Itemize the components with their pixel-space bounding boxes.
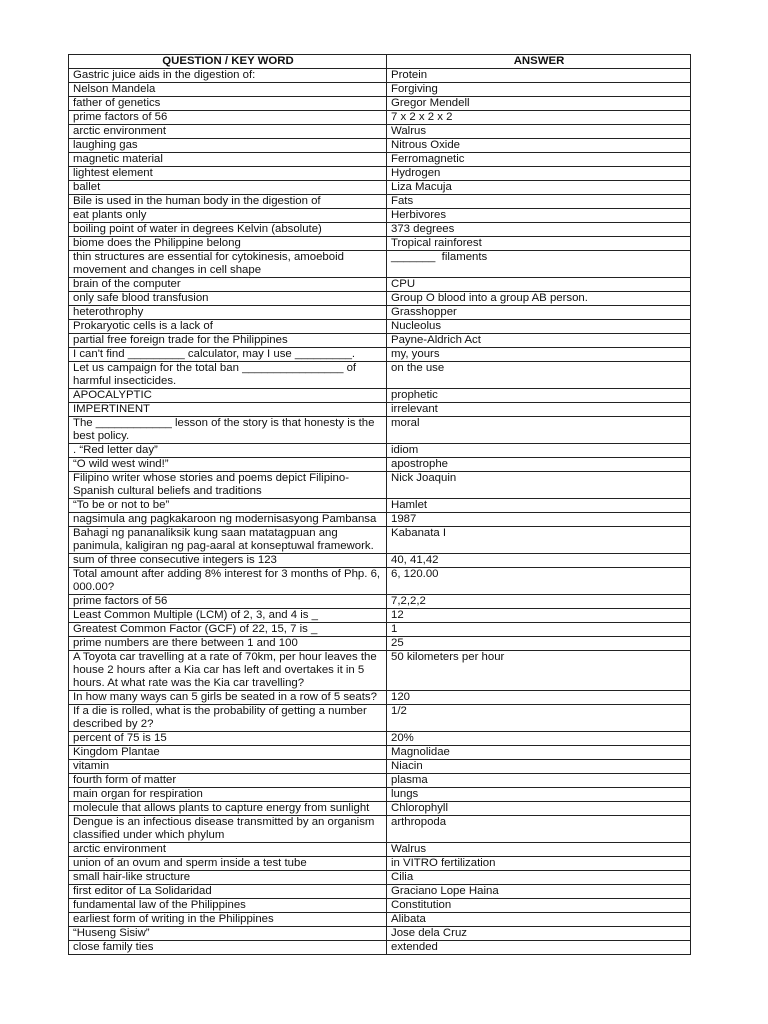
question-cell: molecule that allows plants to capture energy from sunlight <box>69 802 387 816</box>
answer-cell: idiom <box>387 444 691 458</box>
question-cell: percent of 75 is 15 <box>69 732 387 746</box>
table-row <box>69 691 691 705</box>
table-row <box>69 554 691 568</box>
answer-cell: Jose dela Cruz <box>387 927 691 941</box>
table-row <box>69 389 691 403</box>
question-cell: The ____________ lesson of the story is that honesty is the best policy. <box>69 417 387 444</box>
answer-cell: my, yours <box>387 348 691 362</box>
table-row <box>69 802 691 816</box>
answer-cell: irrelevant <box>387 403 691 417</box>
table-row <box>69 499 691 513</box>
table-row <box>69 417 691 444</box>
table-row <box>69 83 691 97</box>
answer-cell: Walrus <box>387 843 691 857</box>
answer-cell: arthropoda <box>387 816 691 843</box>
question-cell: magnetic material <box>69 153 387 167</box>
answer-cell: 7,2,2,2 <box>387 595 691 609</box>
question-cell: arctic environment <box>69 125 387 139</box>
question-cell: Gastric juice aids in the digestion of: <box>69 69 387 83</box>
question-cell: “Huseng Sisiw” <box>69 927 387 941</box>
answer-cell: Magnolidae <box>387 746 691 760</box>
answer-cell: Fats <box>387 195 691 209</box>
answer-cell: Nick Joaquin <box>387 472 691 499</box>
question-cell: Greatest Common Factor (GCF) of 22, 15, 7 is _ <box>69 623 387 637</box>
question-cell: close family ties <box>69 941 387 955</box>
answer-cell: plasma <box>387 774 691 788</box>
table-row <box>69 732 691 746</box>
table-row <box>69 278 691 292</box>
table-row <box>69 348 691 362</box>
question-cell: prime factors of 56 <box>69 595 387 609</box>
answer-cell: 120 <box>387 691 691 705</box>
question-cell: biome does the Philippine belong <box>69 237 387 251</box>
question-cell: fourth form of matter <box>69 774 387 788</box>
question-cell: small hair-like structure <box>69 871 387 885</box>
question-cell: partial free foreign trade for the Philippines <box>69 334 387 348</box>
question-cell: Prokaryotic cells is a lack of <box>69 320 387 334</box>
question-cell: nagsimula ang pagkakaroon ng modernisasyong Pambansa <box>69 513 387 527</box>
answer-cell: Nucleolus <box>387 320 691 334</box>
answer-cell: Alibata <box>387 913 691 927</box>
table-row <box>69 609 691 623</box>
answer-cell: Liza Macuja <box>387 181 691 195</box>
table-header-row <box>69 55 691 69</box>
answer-cell: Chlorophyll <box>387 802 691 816</box>
answer-cell: 1987 <box>387 513 691 527</box>
question-cell: boiling point of water in degrees Kelvin (absolute) <box>69 223 387 237</box>
question-cell: earliest form of writing in the Philippines <box>69 913 387 927</box>
answer-cell: Herbivores <box>387 209 691 223</box>
answer-cell: Kabanata I <box>387 527 691 554</box>
answer-cell: 1/2 <box>387 705 691 732</box>
table-row <box>69 223 691 237</box>
answer-cell: Constitution <box>387 899 691 913</box>
table-row <box>69 306 691 320</box>
question-cell: laughing gas <box>69 139 387 153</box>
question-cell: only safe blood transfusion <box>69 292 387 306</box>
table-row <box>69 472 691 499</box>
answer-cell: 1 <box>387 623 691 637</box>
answer-cell: 12 <box>387 609 691 623</box>
table-row <box>69 458 691 472</box>
table-row <box>69 111 691 125</box>
question-cell: A Toyota car travelling at a rate of 70km, per hour leaves the house 2 hours after a Kia car has left and overtakes it in 5 hours. At what rate was the Kia car travelling? <box>69 651 387 691</box>
table-row <box>69 153 691 167</box>
question-cell: Bile is used in the human body in the digestion of <box>69 195 387 209</box>
table-row <box>69 885 691 899</box>
answer-cell: 6, 120.00 <box>387 568 691 595</box>
table-row <box>69 774 691 788</box>
answer-cell: apostrophe <box>387 458 691 472</box>
question-cell: I can't find _________ calculator, may I use _________. <box>69 348 387 362</box>
answer-cell: prophetic <box>387 389 691 403</box>
table-body <box>69 69 691 955</box>
table-row <box>69 941 691 955</box>
table-row <box>69 334 691 348</box>
answer-cell: Group O blood into a group AB person. <box>387 292 691 306</box>
question-cell: first editor of La Solidaridad <box>69 885 387 899</box>
answer-cell: CPU <box>387 278 691 292</box>
table-row <box>69 97 691 111</box>
table-row <box>69 568 691 595</box>
question-cell: prime factors of 56 <box>69 111 387 125</box>
answer-cell: Hamlet <box>387 499 691 513</box>
answer-cell: Walrus <box>387 125 691 139</box>
table-row <box>69 927 691 941</box>
answer-column-header: ANSWER <box>387 55 691 69</box>
question-cell: Kingdom Plantae <box>69 746 387 760</box>
answer-cell: Grasshopper <box>387 306 691 320</box>
question-cell: Dengue is an infectious disease transmitted by an organism classified under which phylum <box>69 816 387 843</box>
answer-cell: Protein <box>387 69 691 83</box>
table-row <box>69 139 691 153</box>
answer-cell: on the use <box>387 362 691 389</box>
table-row <box>69 899 691 913</box>
question-cell: Filipino writer whose stories and poems depict Filipino-Spanish cultural beliefs and traditions <box>69 472 387 499</box>
table-row <box>69 527 691 554</box>
table-row <box>69 444 691 458</box>
question-cell: Bahagi ng pananaliksik kung saan matatagpuan ang panimula, kaligiran ng pag-aaral at konseptuwal framework. <box>69 527 387 554</box>
table-row <box>69 513 691 527</box>
answer-cell: Niacin <box>387 760 691 774</box>
answer-cell: lungs <box>387 788 691 802</box>
question-cell: arctic environment <box>69 843 387 857</box>
question-cell: union of an ovum and sperm inside a test tube <box>69 857 387 871</box>
answer-cell: Ferromagnetic <box>387 153 691 167</box>
question-cell: Nelson Mandela <box>69 83 387 97</box>
answer-cell: Cilia <box>387 871 691 885</box>
answer-cell: Hydrogen <box>387 167 691 181</box>
question-cell: In how many ways can 5 girls be seated in a row of 5 seats? <box>69 691 387 705</box>
answer-cell: in VITRO fertilization <box>387 857 691 871</box>
answer-cell: Gregor Mendell <box>387 97 691 111</box>
question-cell: “O wild west wind!” <box>69 458 387 472</box>
question-cell: “To be or not to be” <box>69 499 387 513</box>
question-cell: vitamin <box>69 760 387 774</box>
answer-cell: Payne-Aldrich Act <box>387 334 691 348</box>
answer-cell: 373 degrees <box>387 223 691 237</box>
table-row <box>69 857 691 871</box>
table-row <box>69 209 691 223</box>
table-row <box>69 195 691 209</box>
question-cell: If a die is rolled, what is the probability of getting a number described by 2? <box>69 705 387 732</box>
table-row <box>69 292 691 306</box>
question-cell: eat plants only <box>69 209 387 223</box>
table-row <box>69 595 691 609</box>
question-cell: . “Red letter day” <box>69 444 387 458</box>
table-row <box>69 623 691 637</box>
table-row <box>69 403 691 417</box>
question-cell: sum of three consecutive integers is 123 <box>69 554 387 568</box>
answer-cell: Forgiving <box>387 83 691 97</box>
answer-cell: extended <box>387 941 691 955</box>
table-row <box>69 871 691 885</box>
answer-cell: 50 kilometers per hour <box>387 651 691 691</box>
answer-cell: 7 x 2 x 2 x 2 <box>387 111 691 125</box>
table-row <box>69 705 691 732</box>
table-row <box>69 746 691 760</box>
answer-cell: 25 <box>387 637 691 651</box>
table-row <box>69 651 691 691</box>
answer-cell: Tropical rainforest <box>387 237 691 251</box>
question-cell: IMPERTINENT <box>69 403 387 417</box>
question-cell: Total amount after adding 8% interest for 3 months of Php. 6, 000.00? <box>69 568 387 595</box>
question-answer-table <box>68 54 691 955</box>
table-row <box>69 362 691 389</box>
table-row <box>69 237 691 251</box>
question-cell: thin structures are essential for cytokinesis, amoeboid movement and changes in cell shape <box>69 251 387 278</box>
answer-cell: 40, 41,42 <box>387 554 691 568</box>
question-cell: fundamental law of the Philippines <box>69 899 387 913</box>
question-cell: father of genetics <box>69 97 387 111</box>
table-row <box>69 816 691 843</box>
answer-cell: _______ filaments <box>387 251 691 278</box>
question-cell: prime numbers are there between 1 and 100 <box>69 637 387 651</box>
table-row <box>69 843 691 857</box>
question-cell: brain of the computer <box>69 278 387 292</box>
answer-cell: Nitrous Oxide <box>387 139 691 153</box>
question-column-header: QUESTION / KEY WORD <box>69 55 387 69</box>
table-row <box>69 637 691 651</box>
question-cell: main organ for respiration <box>69 788 387 802</box>
answer-cell: 20% <box>387 732 691 746</box>
table-row <box>69 788 691 802</box>
table-row <box>69 913 691 927</box>
table-row <box>69 167 691 181</box>
table-row <box>69 181 691 195</box>
answer-cell: Graciano Lope Haina <box>387 885 691 899</box>
table-row <box>69 251 691 278</box>
answer-cell: moral <box>387 417 691 444</box>
question-cell: ballet <box>69 181 387 195</box>
table-row <box>69 125 691 139</box>
table-row <box>69 760 691 774</box>
question-cell: heterothrophy <box>69 306 387 320</box>
question-cell: Least Common Multiple (LCM) of 2, 3, and 4 is _ <box>69 609 387 623</box>
question-cell: Let us campaign for the total ban ________________ of harmful insecticides. <box>69 362 387 389</box>
table-row <box>69 69 691 83</box>
table-row <box>69 320 691 334</box>
question-cell: lightest element <box>69 167 387 181</box>
question-cell: APOCALYPTIC <box>69 389 387 403</box>
